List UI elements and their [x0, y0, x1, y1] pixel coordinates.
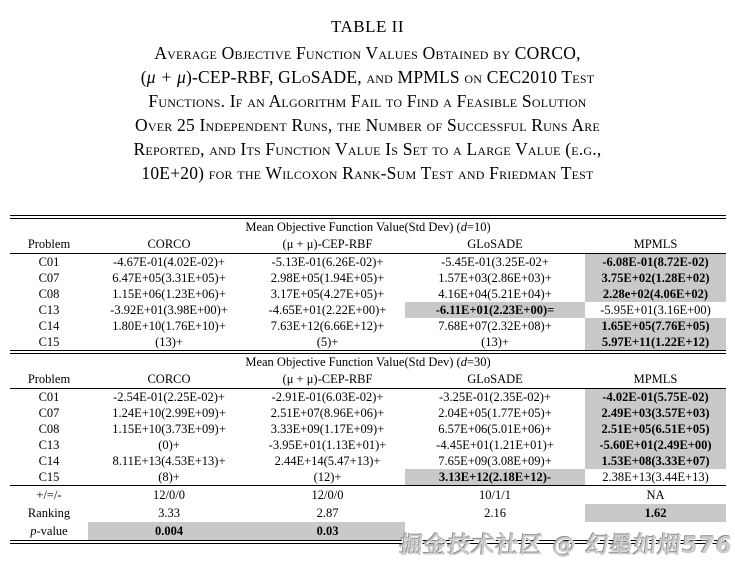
caption-line — [0, 65, 735, 89]
caption-line: Average Objective Function Values Obtained by CORCO, — [154, 43, 581, 63]
problem-cell: C14 — [38, 319, 60, 333]
caption-line: Over 25 Independent Runs, the Number of Successful Runs Are — [135, 115, 600, 135]
cell: 3.33E+09(1.17E+09)+ — [270, 422, 385, 436]
cell: 3.17E+05(4.27E+05)+ — [270, 287, 385, 301]
caption-line: 10E+20) for the Wilcoxon Rank-Sum Test and Friedman Test — [141, 163, 594, 183]
best-value-cell: 3.75E+02(1.28E+02) — [585, 270, 726, 286]
cell: (13)+ — [155, 335, 183, 349]
span-header-row — [10, 219, 726, 236]
cell: -5.95E+01(3.16E+00) — [600, 303, 711, 317]
caption-line: Reported, and Its Function Value Is Set to a Large Value (e.g., — [133, 139, 602, 159]
cell: 8.11E+13(4.53E+13)+ — [112, 454, 226, 468]
col-header-glosade: GLoSADE — [405, 371, 585, 389]
table-row — [10, 302, 726, 318]
table-row — [10, 254, 726, 271]
dimension-symbol: d — [460, 220, 467, 234]
cell: (8)+ — [158, 470, 180, 484]
problem-cell: C14 — [38, 454, 60, 468]
table-caption — [0, 0, 735, 185]
cell: 4.16E+04(5.21E+04)+ — [438, 287, 552, 301]
span-header — [10, 354, 726, 371]
cell: (5)+ — [316, 335, 339, 349]
cell: -5.13E-01(6.26E-02)+ — [271, 255, 384, 269]
row-label: Ranking — [27, 506, 71, 520]
col-header-mpmls: MPMLS — [585, 236, 726, 254]
span-header-row — [10, 354, 726, 371]
best-value-cell: -6.08E-01(8.72E-02) — [585, 254, 726, 271]
cell: 2.16 — [484, 506, 506, 520]
best-value-cell: -4.02E-01(5.75E-02) — [585, 389, 726, 406]
best-value-cell: 2.28e+02(4.06E+02) — [585, 286, 726, 302]
cell: NA — [646, 488, 665, 502]
row-label — [10, 522, 88, 540]
problem-cell: C13 — [38, 438, 60, 452]
watermark: 掘金技术社区 @ 幻墨如烟576 — [398, 533, 735, 559]
cell: (12)+ — [313, 470, 342, 484]
cell: 1.15E+06(1.23E+06)+ — [112, 287, 226, 301]
problem-cell: C07 — [38, 271, 60, 285]
span-header — [10, 219, 726, 236]
best-value-cell: 1.62 — [585, 504, 726, 522]
problem-cell: C15 — [38, 335, 60, 349]
table-row — [10, 286, 726, 302]
cell: 3.33 — [158, 506, 180, 520]
col-header-cep-rbf: (μ + μ)-CEP-RBF — [250, 371, 405, 389]
table-row — [10, 334, 726, 350]
row-label-text: -value — [36, 524, 68, 538]
problem-cell: C13 — [38, 303, 60, 317]
col-header-cep-rbf: (μ + μ)-CEP-RBF — [250, 236, 405, 254]
best-value-cell: -6.11E+01(2.23E+00)= — [405, 302, 585, 318]
col-header-corco: CORCO — [88, 371, 250, 389]
dimension-symbol: d — [460, 355, 467, 369]
best-value-cell: 5.97E+11(1.22E+12) — [585, 334, 726, 350]
cell: 6.47E+05(3.31E+05)+ — [112, 271, 226, 285]
table-number-label: TABLE II — [331, 17, 404, 36]
cell: (0)+ — [158, 438, 180, 452]
cell: 2.44E+14(5.47+13)+ — [274, 454, 381, 468]
table-row — [10, 405, 726, 421]
mu-symbols: μ + μ — [146, 67, 186, 87]
best-value-cell: 2.49E+03(3.57E+03) — [585, 405, 726, 421]
cell: 12/0/0 — [153, 488, 185, 502]
cell: -3.95E+01(1.13E+01)+ — [268, 438, 387, 452]
span-header-text: =30) — [466, 355, 491, 369]
problem-cell: C08 — [38, 422, 60, 436]
col-header-glosade: GLoSADE — [405, 236, 585, 254]
cell: 6.57E+06(5.01E+06)+ — [438, 422, 552, 436]
cell: -5.45E-01(3.25E-02+ — [441, 255, 549, 269]
problem-cell: C08 — [38, 287, 60, 301]
pvalue-cell: 0.004 — [88, 522, 250, 540]
best-value-cell: 1.65E+05(7.76E+05) — [585, 318, 726, 334]
table-caption-text — [0, 41, 735, 185]
span-header-text: Mean Objective Function Value(Std Dev) ( — [245, 355, 461, 369]
cell: 12/0/0 — [311, 488, 344, 502]
cell: -4.65E+01(2.22E+00)+ — [268, 303, 387, 317]
cell: 7.68E+07(2.32E+08)+ — [438, 319, 552, 333]
ranking-row — [10, 504, 726, 522]
table-row — [10, 270, 726, 286]
row-label: +/=/- — [36, 488, 62, 502]
cell: 7.65E+09(3.08E+09)+ — [438, 454, 552, 468]
table-row — [10, 421, 726, 437]
problem-cell: C15 — [38, 470, 60, 484]
table-row — [10, 437, 726, 453]
col-header-mpmls: MPMLS — [585, 371, 726, 389]
problem-cell: C01 — [38, 390, 60, 404]
cell: 2.04E+05(1.77E+05)+ — [438, 406, 552, 420]
caption-fragment: ( — [140, 67, 147, 87]
col-header-corco: CORCO — [88, 236, 250, 254]
best-value-cell: -5.60E+01(2.49E+00) — [585, 437, 726, 453]
caption-line: Functions. If an Algorithm Fail to Find a Feasible Solution — [148, 91, 587, 111]
span-header-text: =10) — [466, 220, 491, 234]
cell: 1.24E+10(2.99E+09)+ — [112, 406, 226, 420]
cell: 2.98E+05(1.94E+05)+ — [270, 271, 385, 285]
table-row — [10, 389, 726, 406]
cell: 1.57E+03(2.86E+03)+ — [438, 271, 552, 285]
best-value-cell: 1.53E+08(3.33E+07) — [585, 453, 726, 469]
cell: -3.25E-01(2.35E-02)+ — [439, 390, 551, 404]
cell: 7.63E+12(6.66E+12)+ — [270, 319, 385, 333]
cell: -2.54E-01(2.25E-02)+ — [113, 390, 225, 404]
cell: -4.67E-01(4.02E-02)+ — [113, 255, 225, 269]
results-table-d30 — [10, 354, 726, 485]
table-row — [10, 318, 726, 334]
cell: (13)+ — [481, 335, 509, 349]
cell: 1.80E+10(1.76E+10)+ — [112, 319, 226, 333]
cell: 2.38E+13(3.44E+13) — [602, 470, 709, 484]
problem-cell: C07 — [38, 406, 60, 420]
cell: -2.91E-01(6.03E-02)+ — [271, 390, 384, 404]
win-draw-loss-row — [10, 486, 726, 505]
table-row — [10, 469, 726, 485]
column-header-row — [10, 236, 726, 254]
caption-fragment: )-CEP-RBF, GLoSADE, and MPMLS on CEC2010 Test — [185, 67, 595, 87]
table-row — [10, 453, 726, 469]
best-value-cell: 3.13E+12(2.18E+12)- — [405, 469, 585, 485]
cell: 2.51E+07(8.96E+06)+ — [270, 406, 385, 420]
p-symbol: p — [30, 524, 37, 538]
cell: 2.87 — [316, 506, 339, 520]
column-header-row — [10, 371, 726, 389]
cell: 1.15E+10(3.73E+09)+ — [112, 422, 226, 436]
cell: -4.45E+01(1.21E+01)+ — [436, 438, 554, 452]
results-table-d10 — [10, 219, 726, 350]
cell: 10/1/1 — [479, 488, 511, 502]
pvalue-cell: 0.03 — [250, 522, 405, 540]
span-header-text: Mean Objective Function Value(Std Dev) ( — [245, 220, 461, 234]
col-header-problem: Problem — [10, 236, 88, 254]
problem-cell: C01 — [38, 255, 60, 269]
best-value-cell: 2.51E+05(6.51E+05) — [585, 421, 726, 437]
col-header-problem: Problem — [10, 371, 88, 389]
cell: -3.92E+01(3.98E+00)+ — [110, 303, 228, 317]
